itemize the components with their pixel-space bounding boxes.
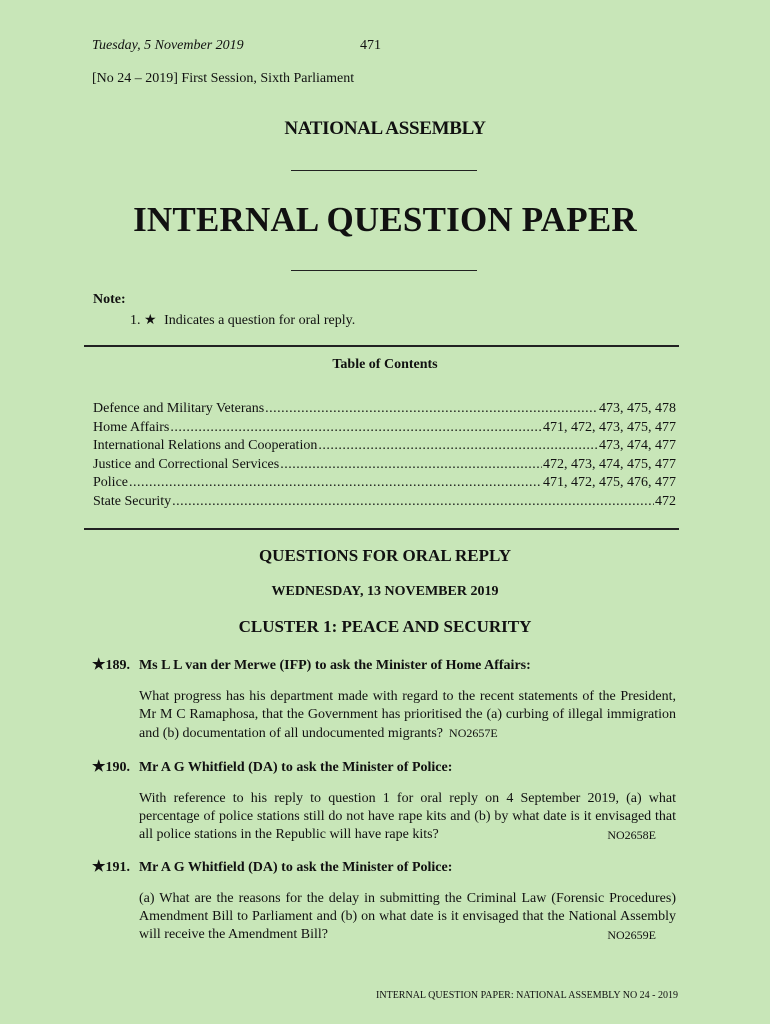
note-item xyxy=(130,312,355,329)
toc-entry[interactable] xyxy=(93,401,676,420)
toc-leader xyxy=(172,494,654,510)
note-item-number: 1. xyxy=(130,313,141,328)
toc-entry[interactable] xyxy=(93,420,676,439)
divider xyxy=(291,270,477,271)
toc-leader xyxy=(170,420,542,436)
section-date: WEDNESDAY, 13 NOVEMBER 2019 xyxy=(271,584,499,599)
document-title: INTERNAL QUESTION PAPER xyxy=(133,200,637,239)
question-body xyxy=(139,790,676,844)
toc-entry-pages: 473, 475, 478 xyxy=(599,401,676,416)
toc-entry-pages: 471, 472, 473, 475, 477 xyxy=(543,419,676,435)
toc-entry-label: Defence and Military Veterans xyxy=(93,401,265,416)
question-asker: Mr A G Whitfield (DA) to ask the Minister of Police: xyxy=(138,760,453,775)
assembly-heading: NATIONAL ASSEMBLY xyxy=(284,118,486,139)
toc-entry[interactable] xyxy=(93,475,676,494)
toc-entry-label: Home Affairs xyxy=(93,419,170,435)
toc-title: Table of Contents xyxy=(332,357,438,372)
toc-leader xyxy=(129,475,542,491)
cluster-heading: CLUSTER 1: PEACE AND SECURITY xyxy=(238,617,532,636)
page-footer: INTERNAL QUESTION PAPER: NATIONAL ASSEMBLY NO 24 - 2019 xyxy=(376,990,678,1001)
toc-entry-pages: 472, 473, 474, 475, 477 xyxy=(543,456,676,472)
toc-entry-label: Justice and Correctional Services xyxy=(93,456,280,472)
toc-leader xyxy=(280,457,542,473)
toc-entry-pages: 472 xyxy=(655,493,676,509)
table-of-contents xyxy=(93,401,676,513)
star-icon: ★ xyxy=(144,313,157,328)
toc-leader xyxy=(318,438,598,454)
question-text: What progress has his department made with regard to the recent statements of the President, Mr M C Ramaphosa, that the Government has prioritised the (a) curbing of illegal immigration and (b) documentation of all undocumented migrants? xyxy=(139,689,676,741)
page-number: 471 xyxy=(360,38,381,53)
divider xyxy=(84,345,679,347)
divider xyxy=(291,170,477,171)
section-title: QUESTIONS FOR ORAL REPLY xyxy=(258,546,512,565)
question-text: With reference to his reply to question 1 for oral reply on 4 September 2019, (a) what percentage of police stations still do not have rape kits and (b) by what date is it envisaged that all police stations in the Republic will have rape kits? xyxy=(139,791,676,842)
toc-entry-label: International Relations and Cooperation xyxy=(93,438,318,454)
star-icon: ★ xyxy=(92,759,106,775)
star-icon: ★ xyxy=(92,859,106,875)
question-body xyxy=(139,890,676,944)
question-heading xyxy=(92,757,452,776)
toc-entry-label: Police xyxy=(93,475,128,491)
note-item-text: Indicates a question for oral reply. xyxy=(164,313,356,328)
question-heading xyxy=(92,655,531,674)
note-heading: Note: xyxy=(93,292,126,307)
question-asker: Mr A G Whitfield (DA) to ask the Minister of Police: xyxy=(138,860,453,875)
toc-entry-label: State Security xyxy=(93,493,172,509)
question-asker: Ms L L van der Merwe (IFP) to ask the Minister of Home Affairs: xyxy=(138,658,531,673)
toc-entry[interactable] xyxy=(93,494,676,513)
toc-entry[interactable] xyxy=(93,438,676,457)
question-text: (a) What are the reasons for the delay in submitting the Criminal Law (Forensic Procedures) Amendment Bill to Parliament and (b) on what date is it envisaged that the National Assembly will receive the Amendment Bill? xyxy=(139,891,676,942)
divider xyxy=(84,528,679,530)
question-number: 191. xyxy=(105,860,130,875)
session-line: [No 24 – 2019] First Session, Sixth Parliament xyxy=(92,71,355,86)
question-reference: NO2657E xyxy=(449,726,498,740)
toc-entry[interactable] xyxy=(93,457,676,476)
question-number: 190. xyxy=(105,760,130,775)
toc-entry-pages: 471, 472, 475, 476, 477 xyxy=(543,475,676,491)
toc-leader xyxy=(265,401,598,417)
toc-entry-pages: 473, 474, 477 xyxy=(599,438,676,454)
star-icon: ★ xyxy=(92,657,106,673)
question-reference: NO2659E xyxy=(607,928,656,942)
question-heading xyxy=(92,857,452,876)
question-body xyxy=(139,688,676,743)
question-number: 189. xyxy=(105,658,130,673)
header-date: Tuesday, 5 November 2019 xyxy=(92,38,244,53)
question-reference: NO2658E xyxy=(607,828,656,842)
